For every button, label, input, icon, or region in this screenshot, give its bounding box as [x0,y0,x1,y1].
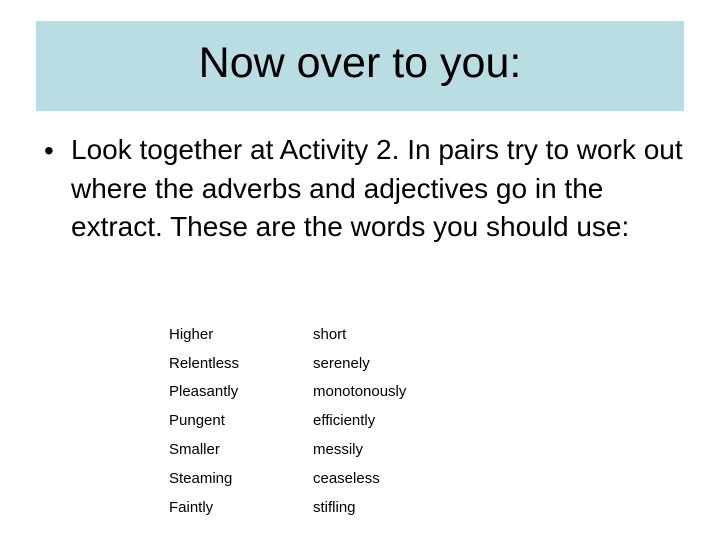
word-cell: Faintly [169,498,214,516]
word-cell: Smaller [169,441,220,459]
table-row [169,464,473,493]
word-cell: efficiently [313,412,376,430]
bullet-item [44,131,694,247]
title-banner [36,21,684,111]
bullet-text: Look together at Activity 2. In pairs try to work out where the adverbs and adjectives go in the extract. These are the words you should use: [71,134,683,242]
word-cell: Higher [169,325,214,343]
table-row [169,378,473,407]
word-cell: Pleasantly [169,383,239,401]
word-cell: Steaming [169,469,233,487]
word-table [169,320,473,522]
bullet-dot-icon: • [44,135,54,166]
table-row [169,406,473,435]
table-row [169,349,473,378]
slide-title: Now over to you: [198,38,522,87]
word-cell: monotonously [313,383,407,401]
word-cell: short [313,325,347,343]
bullet-list [44,131,694,247]
table-row [169,320,473,349]
word-cell: messily [313,441,364,459]
word-cell: ceaseless [313,469,380,487]
word-cell: serenely [313,354,370,372]
word-cell: Pungent [169,412,225,430]
word-cell: stifling [313,498,356,516]
table-row [169,493,473,522]
table-row [169,435,473,464]
word-cell: Relentless [169,354,240,372]
